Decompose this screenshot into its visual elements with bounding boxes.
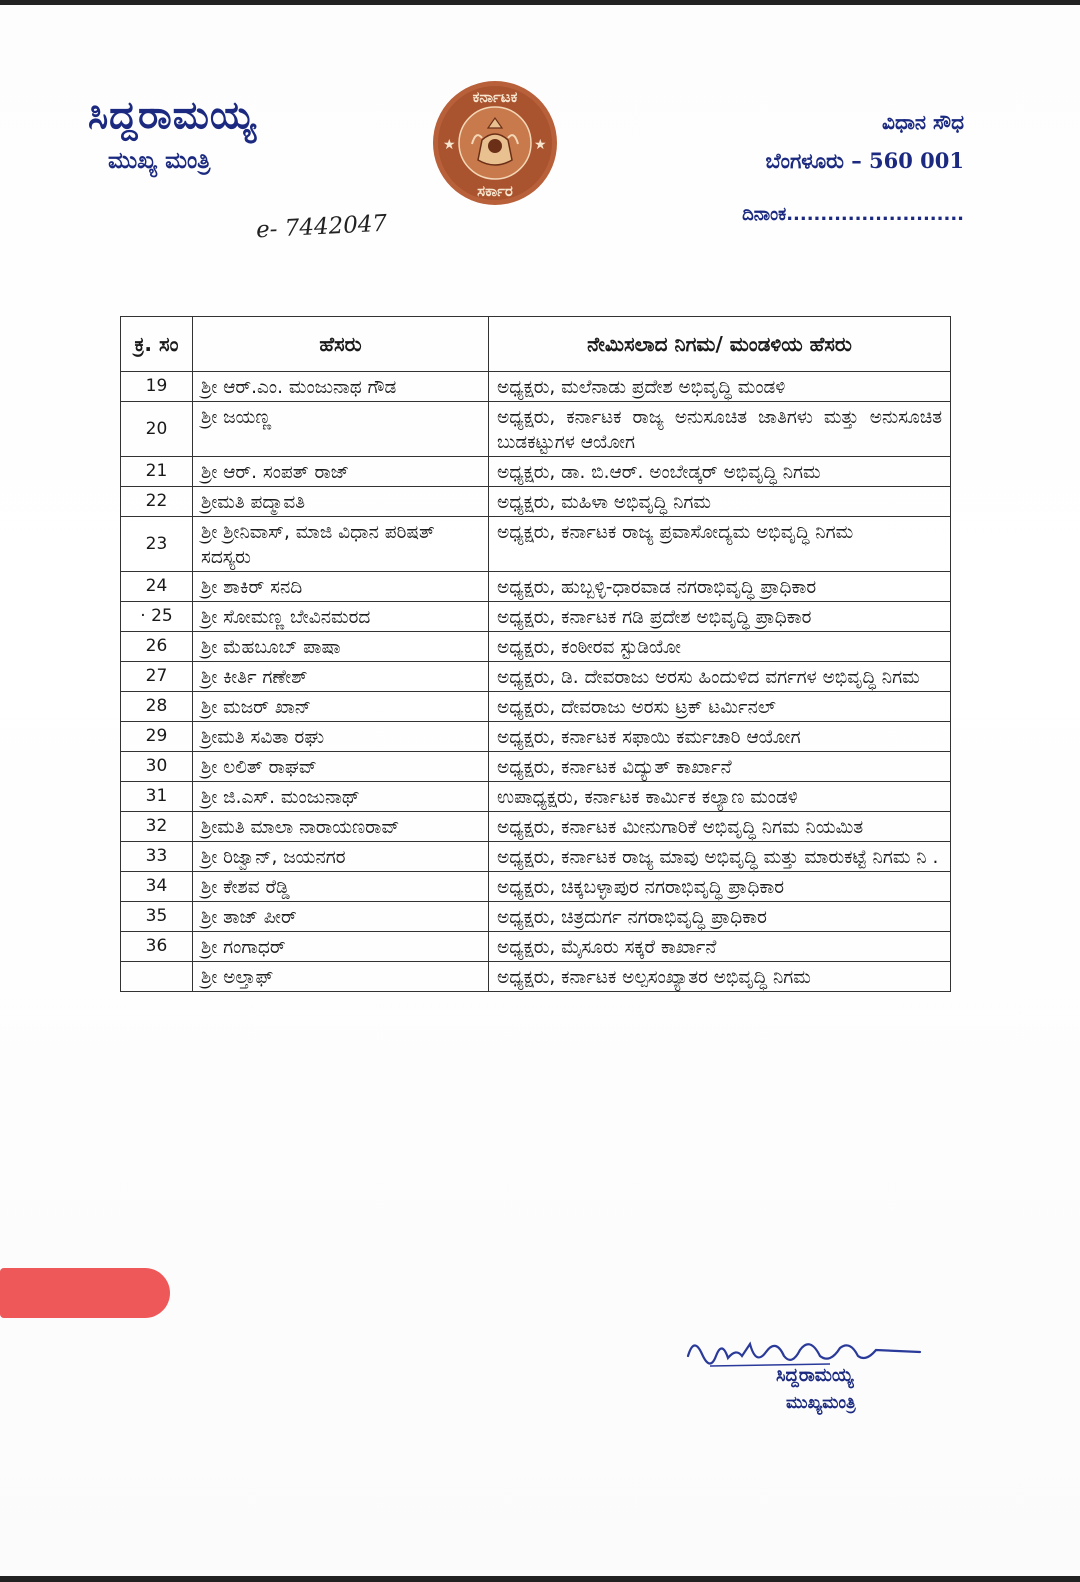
row-organization: ಅಧ್ಯಕ್ಷರು, ಕರ್ನಾಟಕ ಗಡಿ ಪ್ರದೇಶ ಅಭಿವೃದ್ಧಿ ಪ್ರಾಧಿಕಾರ xyxy=(489,602,951,632)
row-name: ಶ್ರೀ ಶ್ರೀನಿವಾಸ್, ಮಾಜಿ ವಿಧಾನ ಪರಿಷತ್ ಸದಸ್ಯರು xyxy=(193,517,489,572)
row-name: ಶ್ರೀ ಸೋಮಣ್ಣ ಬೇವಿನಮರದ xyxy=(193,602,489,632)
table-row xyxy=(121,782,951,812)
row-name: ಶ್ರೀ ಕೇಶವ ರೆಡ್ಡಿ xyxy=(193,872,489,902)
row-organization: ಅಧ್ಯಕ್ಷರು, ಮಹಿಳಾ ಅಭಿವೃದ್ಧಿ ನಿಗಮ xyxy=(489,487,951,517)
table-row xyxy=(121,517,951,572)
row-name: ಶ್ರೀ ಶಾಕಿರ್ ಸನದಿ xyxy=(193,572,489,602)
row-organization: ಅಧ್ಯಕ್ಷರು, ಡಾ. ಬಿ.ಆರ್. ಅಂಬೇಡ್ಕರ್ ಅಭಿವೃದ್ಧಿ ನಿಗಮ xyxy=(489,457,951,487)
row-serial: 19 xyxy=(121,372,193,402)
row-organization: ಅಧ್ಯಕ್ಷರು, ಚಿಕ್ಕಬಳ್ಳಾಪುರ ನಗರಾಭಿವೃದ್ಧಿ ಪ್ರಾಧಿಕಾರ xyxy=(489,872,951,902)
row-organization: ಅಧ್ಯಕ್ಷರು, ಕರ್ನಾಟಕ ರಾಜ್ಯ ಪ್ರವಾಸೋದ್ಯಮ ಅಭಿವೃದ್ಧಿ ನಿಗಮ xyxy=(489,517,951,572)
row-organization: ಅಧ್ಯಕ್ಷರು, ಕರ್ನಾಟಕ ಮೀನುಗಾರಿಕೆ ಅಭಿವೃದ್ಧಿ ನಿಗಮ ನಿಯಮಿತ xyxy=(489,812,951,842)
row-organization: ಅಧ್ಯಕ್ಷರು, ಡಿ. ದೇವರಾಜು ಅರಸು ಹಿಂದುಳಿದ ವರ್ಗಗಳ ಅಭಿವೃದ್ಧಿ ನಿಗಮ xyxy=(489,662,951,692)
header-organization: ನೇಮಿಸಲಾದ ನಿಗಮ/ ಮಂಡಳಿಯ ಹೆಸರು xyxy=(489,317,951,372)
row-serial: 30 xyxy=(121,752,193,782)
row-organization: ಅಧ್ಯಕ್ಷರು, ಕರ್ನಾಟಕ ರಾಜ್ಯ ಮಾವು ಅಭಿವೃದ್ಧಿ ಮತ್ತು ಮಾರುಕಟ್ಟೆ ನಿಗಮ ನಿ . xyxy=(489,842,951,872)
row-serial: 29 xyxy=(121,722,193,752)
row-serial: 32 xyxy=(121,812,193,842)
table-row xyxy=(121,662,951,692)
row-name: ಶ್ರೀ ಆರ್. ಸಂಪತ್ ರಾಜ್ xyxy=(193,457,489,487)
row-name: ಶ್ರೀಮತಿ ಮಾಲಾ ನಾರಾಯಣರಾವ್ xyxy=(193,812,489,842)
row-serial: 36 xyxy=(121,932,193,962)
row-name: ಶ್ರೀಮತಿ ಸವಿತಾ ರಘು xyxy=(193,722,489,752)
row-serial xyxy=(121,962,193,992)
row-organization: ಅಧ್ಯಕ್ಷರು, ಹುಬ್ಬಳ್ಳಿ-ಧಾರವಾಡ ನಗರಾಭಿವೃದ್ಧಿ ಪ್ರಾಧಿಕಾರ xyxy=(489,572,951,602)
row-name: ಶ್ರೀ ಅಲ್ತಾಫ್ xyxy=(193,962,489,992)
row-name: ಶ್ರೀ ಗಂಗಾಧರ್ xyxy=(193,932,489,962)
header-name: ಹೆಸರು xyxy=(193,317,489,372)
table-row xyxy=(121,752,951,782)
row-organization: ಅಧ್ಯಕ್ಷರು, ಕರ್ನಾಟಕ ಅಲ್ಪಸಂಖ್ಯಾತರ ಅಭಿವೃದ್ಧಿ ನಿಗಮ xyxy=(489,962,951,992)
row-serial: 26 xyxy=(121,632,193,662)
row-organization: ಅಧ್ಯಕ್ಷರು, ದೇವರಾಜು ಅರಸು ಟ್ರಕ್ ಟರ್ಮಿನಲ್ xyxy=(489,692,951,722)
row-name: ಶ್ರೀ ಜಯಣ್ಣ xyxy=(193,402,489,457)
table-row xyxy=(121,962,951,992)
row-serial: 34 xyxy=(121,872,193,902)
office-name: ವಿಧಾನ ಸೌಧ xyxy=(882,110,964,134)
row-name: ಶ್ರೀ ಕೀರ್ತಿ ಗಣೇಶ್ xyxy=(193,662,489,692)
red-redaction-mark xyxy=(0,1268,170,1318)
row-organization: ಅಧ್ಯಕ್ಷರು, ಕರ್ನಾಟಕ ಸಫಾಯಿ ಕರ್ಮಚಾರಿ ಆಯೋಗ xyxy=(489,722,951,752)
city-pin: ಬೆಂಗಳೂರು – 560 001 xyxy=(765,148,964,173)
bottom-border xyxy=(0,1576,1080,1582)
svg-text:★: ★ xyxy=(443,137,456,153)
row-organization: ಅಧ್ಯಕ್ಷರು, ಕರ್ನಾಟಕ ರಾಜ್ಯ ಅನುಸೂಚಿತ ಜಾತಿಗಳು ಮತ್ತು ಅನುಸೂಚಿತ ಬುಡಕಟ್ಟುಗಳ ಆಯೋಗ xyxy=(489,402,951,457)
row-name: ಶ್ರೀಮತಿ ಪದ್ಮಾವತಿ xyxy=(193,487,489,517)
row-serial: 35 xyxy=(121,902,193,932)
row-serial: 24 xyxy=(121,572,193,602)
row-organization: ಅಧ್ಯಕ್ಷರು, ಮಲೆನಾಡು ಪ್ರದೇಶ ಅಭಿವೃದ್ಧಿ ಮಂಡಳಿ xyxy=(489,372,951,402)
signatory-designation: ಮುಖ್ಯಮಂತ್ರಿ xyxy=(786,1393,856,1413)
table-row xyxy=(121,602,951,632)
row-serial: 23 xyxy=(121,517,193,572)
row-serial: 22 xyxy=(121,487,193,517)
row-serial: 21 xyxy=(121,457,193,487)
row-name: ಶ್ರೀ ಜಿ.ಎಸ್. ಮಂಜುನಾಥ್ xyxy=(193,782,489,812)
table-header-row xyxy=(121,317,951,372)
top-border xyxy=(0,0,1080,5)
row-serial: · 25 xyxy=(121,602,193,632)
cm-name-heading: ಸಿದ್ದರಾಮಯ್ಯ xyxy=(88,92,257,137)
table-row xyxy=(121,692,951,722)
row-serial: 28 xyxy=(121,692,193,722)
table-row xyxy=(121,372,951,402)
svg-text:★: ★ xyxy=(534,137,547,153)
row-name: ಶ್ರೀ ಮಜರ್ ಖಾನ್ xyxy=(193,692,489,722)
row-name: ಶ್ರೀ ಆರ್.ಎಂ. ಮಂಜುನಾಥ ಗೌಡ xyxy=(193,372,489,402)
row-organization: ಅಧ್ಯಕ್ಷರು, ಕಂಠೀರವ ಸ್ಟುಡಿಯೋ xyxy=(489,632,951,662)
row-organization: ಅಧ್ಯಕ್ಷರು, ಮೈಸೂರು ಸಕ್ಕರೆ ಕಾರ್ಖಾನೆ xyxy=(489,932,951,962)
table-row xyxy=(121,842,951,872)
row-serial: 27 xyxy=(121,662,193,692)
signatory-name: ಸಿದ್ದರಾಮಯ್ಯ xyxy=(776,1365,854,1386)
date-label: ದಿನಾಂಕ.......................... xyxy=(742,204,964,225)
office-address xyxy=(765,110,964,174)
header-serial: ಕ್ರ. ಸಂ xyxy=(121,317,193,372)
row-serial: 20 xyxy=(121,402,193,457)
state-emblem-seal-icon xyxy=(430,78,560,208)
appointments-table xyxy=(120,316,950,992)
table-row xyxy=(121,632,951,662)
cm-designation: ಮುಖ್ಯ ಮಂತ್ರಿ xyxy=(108,148,211,174)
table-row xyxy=(121,722,951,752)
svg-text:ಕರ್ನಾಟಕ: ಕರ್ನಾಟಕ xyxy=(472,88,518,106)
table-row xyxy=(121,457,951,487)
table-row xyxy=(121,812,951,842)
row-name: ಶ್ರೀ ತಾಜ್ ಪೀರ್ xyxy=(193,902,489,932)
row-name: ಶ್ರೀ ರಿಜ್ವಾನ್, ಜಯನಗರ xyxy=(193,842,489,872)
row-name: ಶ್ರೀ ಮೆಹಬೂಬ್ ಪಾಷಾ xyxy=(193,632,489,662)
row-organization: ಅಧ್ಯಕ್ಷರು, ಕರ್ನಾಟಕ ವಿದ್ಯುತ್ ಕಾರ್ಖಾನೆ xyxy=(489,752,951,782)
table-row xyxy=(121,902,951,932)
table-row xyxy=(121,572,951,602)
table-row xyxy=(121,932,951,962)
table-row xyxy=(121,872,951,902)
table-row xyxy=(121,402,951,457)
row-organization: ಉಪಾಧ್ಯಕ್ಷರು, ಕರ್ನಾಟಕ ಕಾರ್ಮಿಕ ಕಲ್ಯಾಣ ಮಂಡಳಿ xyxy=(489,782,951,812)
svg-text:ಸರ್ಕಾರ: ಸರ್ಕಾರ xyxy=(477,182,513,200)
row-organization: ಅಧ್ಯಕ್ಷರು, ಚಿತ್ರದುರ್ಗ ನಗರಾಭಿವೃದ್ಧಿ ಪ್ರಾಧಿಕಾರ xyxy=(489,902,951,932)
handwritten-ref-number: e- 7442047 xyxy=(255,210,388,244)
row-serial: 31 xyxy=(121,782,193,812)
row-name: ಶ್ರೀ ಲಲಿತ್ ರಾಘವ್ xyxy=(193,752,489,782)
row-serial: 33 xyxy=(121,842,193,872)
table-row xyxy=(121,487,951,517)
